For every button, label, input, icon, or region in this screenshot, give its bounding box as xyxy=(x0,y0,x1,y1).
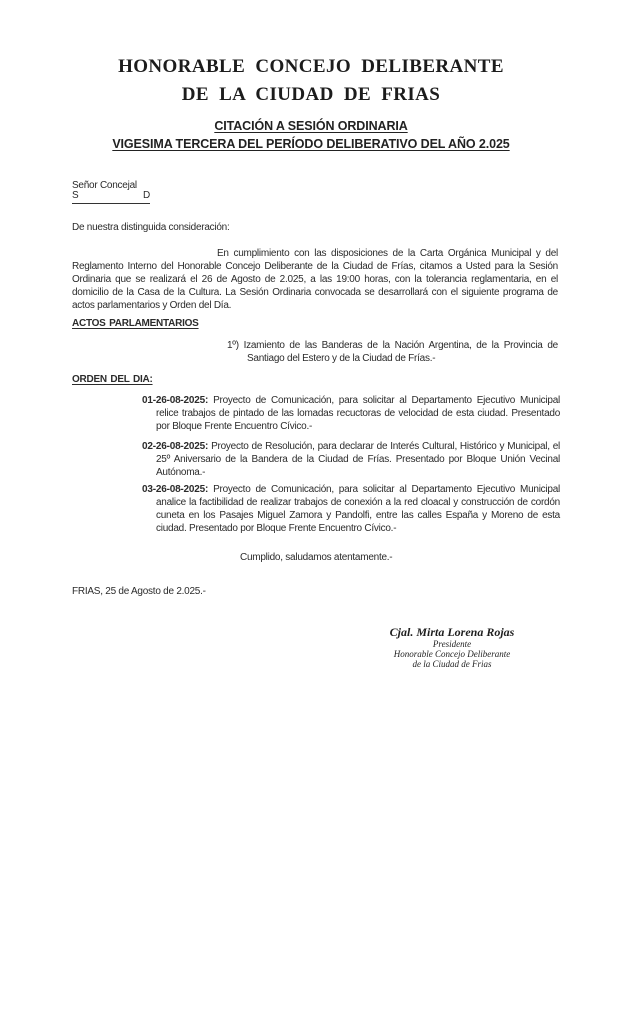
orden-item-3-label: 03-26-08-2025: xyxy=(142,484,209,495)
addressee-d: D xyxy=(143,190,150,201)
body-paragraph: En cumplimiento con las disposiciones de la Carta Orgánica Municipal y del Reglamento Interno del Honorable Concejo Deliberante de la Ciudad de Frías, citamos a Usted para la Sesión Ordinaria que se realizará el 26 de Agosto de 2.025, a las 19:00 horas, con la tolerancia reglamentaria, en el domicilio de la Casa de la Cultura. La Sesión Ordinaria convocada se desarrollará con el siguiente programa de actos parlamentarios y Orden del Día. xyxy=(72,248,558,311)
signature-name: Cjal. Mirta Lorena Rojas xyxy=(389,625,515,639)
orden-item-1 xyxy=(142,394,560,433)
citation-title-text: CITACIÓN A SESIÓN ORDINARIA xyxy=(214,119,408,133)
letterhead-line1: HONORABLE CONCEJO DELIBERANTE xyxy=(118,56,504,77)
actos-item-text: Izamiento de las Banderas de la Nación Argentina, de la Provincia de Santiago del Estero y de la Ciudad de Frías.- xyxy=(243,340,558,364)
signature-org-line1: Honorable Concejo Deliberante xyxy=(393,649,511,659)
actos-item xyxy=(227,339,558,365)
dateline: FRIAS, 25 de Agosto de 2.025.- xyxy=(72,586,206,597)
addressee-label: Señor Concejal xyxy=(72,180,137,191)
actos-item-number: 1º) xyxy=(227,340,239,351)
addressee-blank-line xyxy=(72,189,150,204)
orden-item-1-text: Proyecto de Comunicación, para solicitar al Departamento Ejecutivo Municipal relice trabajos de pintado de las lomadas recuctoras de velocidad de esta ciudad. Presentado por Bloque Frente Encuentro Cívico.- xyxy=(156,395,560,432)
orden-item-2-label: 02-26-08-2025: xyxy=(142,441,209,452)
signature-title: Presidente xyxy=(432,639,472,649)
actos-heading: ACTOS PARLAMENTARIOS xyxy=(72,318,199,329)
citation-title xyxy=(0,120,622,133)
orden-item-1-label: 01-26-08-2025: xyxy=(142,395,209,406)
orden-heading: ORDEN DEL DIA: xyxy=(72,374,153,385)
letterhead-line2: DE LA CIUDAD DE FRIAS xyxy=(181,84,441,105)
signature-org-line2: de la Ciudad de Frias xyxy=(412,659,492,669)
orden-item-3-text: Proyecto de Comunicación, para solicitar al Departamento Ejecutivo Municipal analice la factibilidad de realizar trabajos de conexión a la red cloacal y construcción de cordón cuneta en los Pasajes Miguel Zamora y Pandolfi, entre las calles España y Moreno de esta ciudad. Presentado por Bloque Frente Encuentro Cívico.- xyxy=(156,484,560,534)
orden-item-2 xyxy=(142,440,560,479)
citation-subtitle-text: VIGESIMA TERCERA DEL PERÍODO DELIBERATIVO DEL AÑO 2.025 xyxy=(112,137,510,151)
orden-item-2-text: Proyecto de Resolución, para declarar de Interés Cultural, Histórico y Municipal, el 25º Aniversario de la Bandera de la Ciudad de Frías. Presentado por Bloque Unión Vecinal Autónoma.- xyxy=(156,441,561,478)
citation-subtitle xyxy=(0,138,622,151)
closing-line: Cumplido, saludamos atentamente.- xyxy=(240,552,393,563)
orden-item-3 xyxy=(142,483,560,535)
signature-block xyxy=(352,626,552,669)
addressee-s: S xyxy=(72,190,79,201)
salutation: De nuestra distinguida consideración: xyxy=(72,222,230,233)
